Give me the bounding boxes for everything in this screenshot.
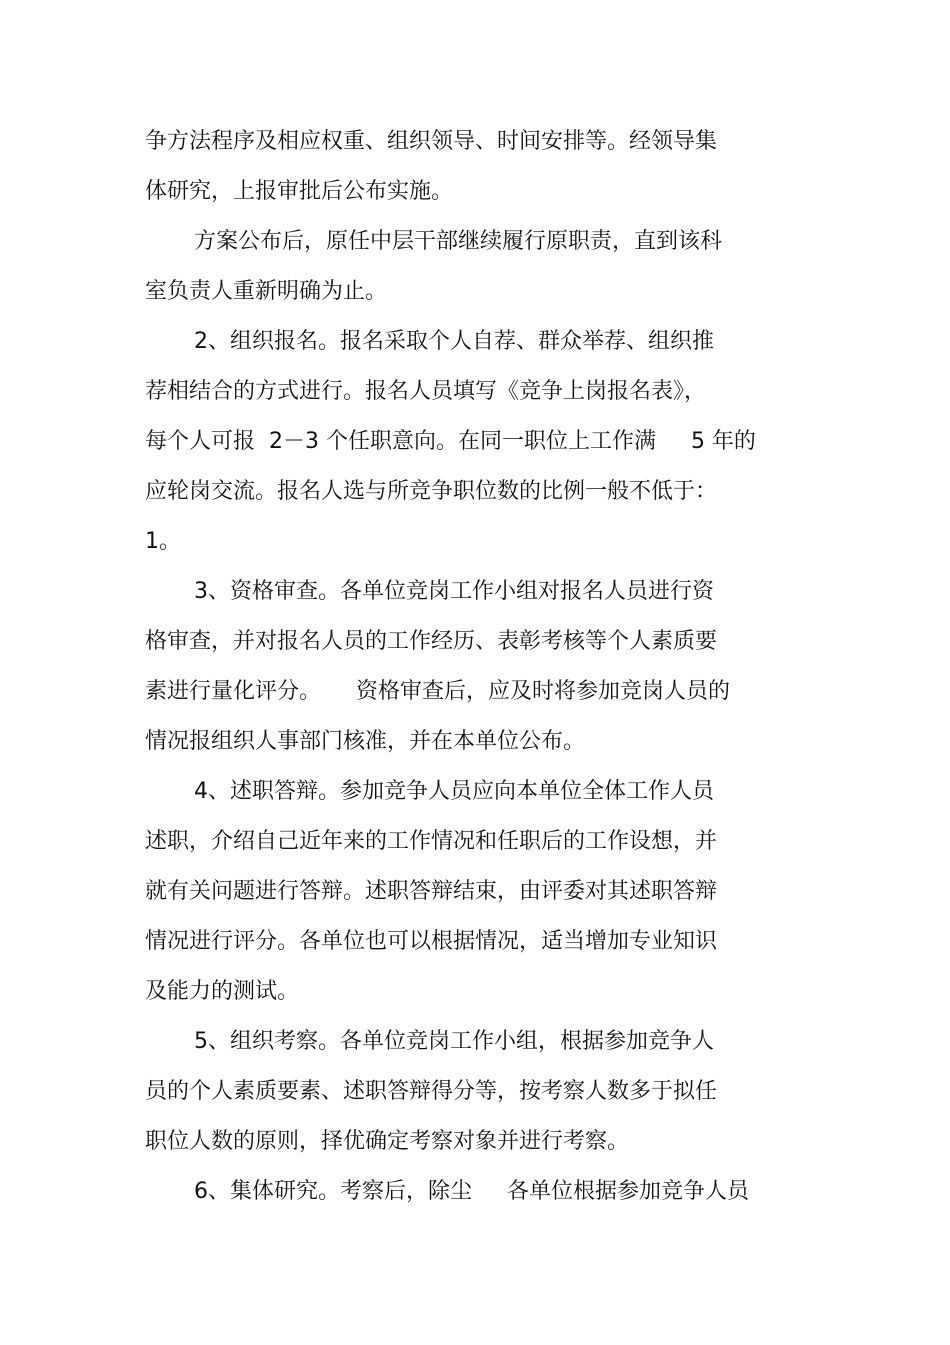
text-line: 职位人数的原则，择优确定考察对象并进行考察。 [145,1129,630,1154]
text-line: 员的个人素质要素、述职答辩得分等，按考察人数多于拟任 [145,1079,718,1104]
text-line: 格审查，并对报名人员的工作经历、表彰考核等个人素质要 [145,629,718,654]
text-line: 室负责人重新明确为止。 [145,279,388,304]
text-line: 体研究，上报审批后公布实施。 [145,179,454,204]
paragraph-start-line: 方案公布后，原任中层干部继续履行原职责，直到该科 [194,229,723,254]
text-line: 素进行量化评分。 资格审查后，应及时将参加竞岗人员的 [145,679,730,704]
paragraph-start-line: 3、资格审查。各单位竞岗工作小组对报名人员进行资 [194,579,714,604]
text-line: 1。 [145,529,181,554]
paragraph-start-line: 6、集体研究。考察后，除尘 各单位根据参加竞争人员 [194,1179,749,1204]
text-line: 就有关问题进行答辩。述职答辩结束，由评委对其述职答辩 [145,879,718,904]
text-line: 述职，介绍自己近年来的工作情况和任职后的工作设想，并 [145,829,718,854]
text-line: 每个人可报 2－3 个任职意向。在同一职位上工作满 5 年的 [145,429,756,454]
text-line: 应轮岗交流。报名人选与所竞争职位数的比例一般不低于： [145,479,718,504]
text-line: 荐相结合的方式进行。报名人员填写《竞争上岗报名表》， [145,379,707,404]
text-line: 情况报组织人事部门核准，并在本单位公布。 [145,729,586,754]
paragraph-start-line: 5、组织考察。各单位竞岗工作小组，根据参加竞争人 [194,1029,714,1054]
paragraph-start-line: 2、组织报名。报名采取个人自荐、群众举荐、组织推 [194,329,714,354]
text-line: 情况进行评分。各单位也可以根据情况，适当增加专业知识 [145,929,718,954]
text-line: 及能力的测试。 [145,979,300,1004]
paragraph-start-line: 4、述职答辩。参加竞争人员应向本单位全体工作人员 [194,779,714,804]
text-line: 争方法程序及相应权重、组织领导、时间安排等。经领导集 [145,129,718,154]
